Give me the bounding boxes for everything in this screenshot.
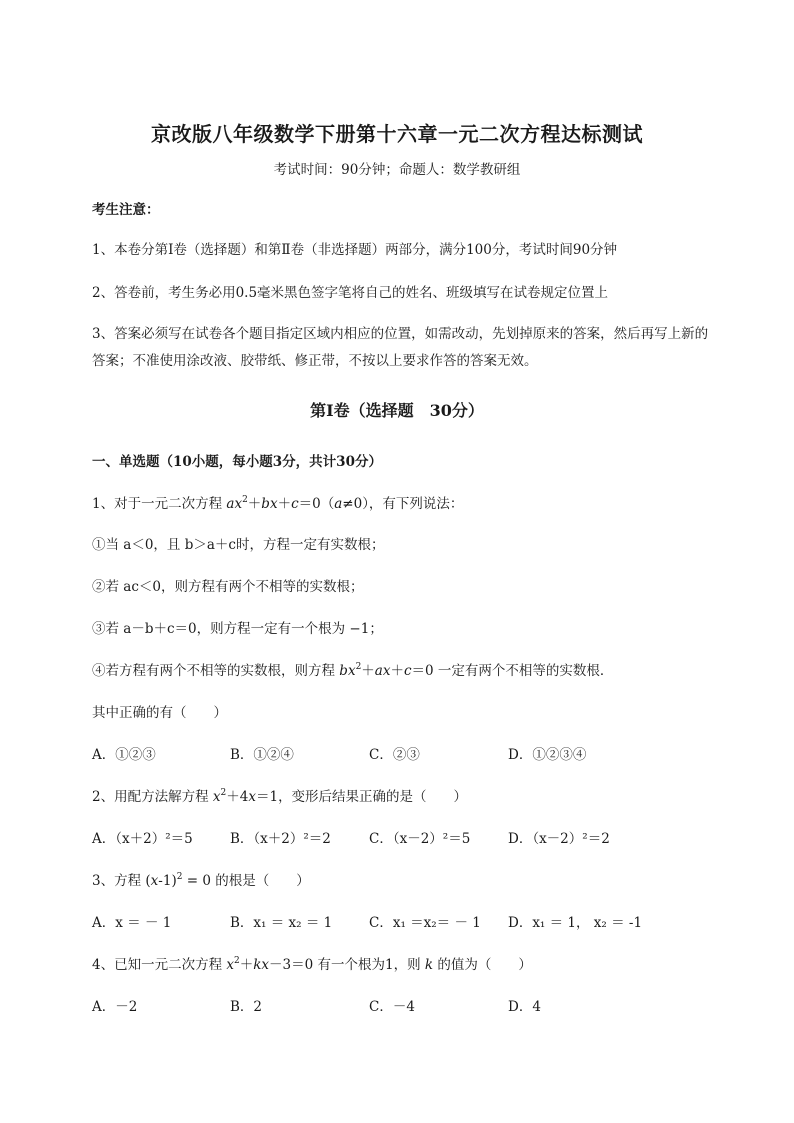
q3-option-a[interactable]: A．x ＝ － 1 — [92, 915, 172, 931]
part-heading: 一、单选题（10小题，每小题3分，共计30分） — [92, 454, 382, 470]
q1-statement-4 — [92, 661, 613, 681]
q2-option-d[interactable]: D．（x－2）²＝2 — [508, 831, 610, 847]
q1-condition: a≠0 — [334, 496, 363, 512]
q1-statement-2: ②若 ac＜0，则方程有两个不相等的实数根； — [92, 579, 364, 595]
q3-stem-a: 3、方程 — [92, 873, 146, 889]
q2-equation: $x^2+4x=1$ — [212, 788, 279, 805]
q1-option-a[interactable]: A．①②③ — [92, 747, 156, 763]
q4-stem-b: 有一个根为1，则 — [313, 957, 425, 973]
q3-option-c[interactable]: C．x₁ ＝x₂＝ － 1 — [369, 915, 481, 931]
q2-stem-a: 2、用配方法解方程 — [92, 789, 213, 805]
q1-option-d[interactable]: D．①②③④ — [508, 747, 587, 763]
notice-heading: 考生注意： — [92, 202, 160, 218]
q4-stem-c: 的值为（ ） — [433, 957, 532, 973]
page-title: 京改版八年级数学下册第十六章一元二次方程达标测试 — [151, 122, 643, 146]
q4-option-c[interactable]: C．－4 — [369, 999, 415, 1015]
q2-option-b[interactable]: B．（x＋2）²＝2 — [230, 831, 331, 847]
question-1-stem — [92, 494, 463, 514]
q2-option-a[interactable]: A．（x＋2）²＝5 — [92, 831, 193, 847]
q1-ask: 其中正确的有（ ） — [92, 705, 227, 721]
q1-equation: $ax^2+bx+c=0$ — [226, 495, 321, 512]
q1-stem-b: （ — [320, 496, 335, 512]
q4-option-b[interactable]: B．2 — [230, 999, 263, 1015]
exam-info: 考试时间：90分钟；命题人：数学教研组 — [273, 162, 521, 178]
q1-stem-a: 1、对于一元二次方程 — [92, 496, 227, 512]
notice-item-2: 2、答卷前，考生务必用0.5毫米黑色签字笔将自己的姓名、班级填写在试卷规定位置上 — [92, 285, 609, 301]
question-4-stem — [92, 955, 532, 975]
q1-s4-b: 一定有两个不相等的实数根． — [433, 663, 614, 679]
notice-item-3: 3、答案必须写在试卷各个题目指定区域内相应的位置，如需改动，先划掉原来的答案，然后再写上新的答案；不准使用涂改液、胶带纸、修正带，不按以上要求作答的答案无效。 — [92, 326, 709, 369]
q4-option-d[interactable]: D．4 — [508, 999, 541, 1015]
question-2-stem — [92, 787, 467, 807]
q2-option-c[interactable]: C．（x－2）²＝5 — [369, 831, 471, 847]
q3-option-d[interactable]: D．x₁ ＝ 1， x₂ ＝ -1 — [508, 915, 643, 931]
q1-s4-a: ④若方程有两个不相等的实数根，则方程 — [92, 663, 340, 679]
q1-statement-1: ①当 a＜0，且 b＞a＋c时，方程一定有实数根； — [92, 537, 385, 553]
q4-equation: $x^2+kx-3=0$ — [226, 956, 314, 973]
section-title: 第I卷（选择题 30分） — [310, 401, 484, 420]
q1-stem-c: ），有下列说法： — [362, 496, 464, 512]
q4-stem-a: 4、已知一元二次方程 — [92, 957, 227, 973]
q4-option-a[interactable]: A．－2 — [92, 999, 138, 1015]
q3-stem-b: 的根是（ ） — [210, 873, 310, 889]
q1-s4-equation: $bx^2+ax+c=0$ — [339, 662, 434, 679]
q3-option-b[interactable]: B．x₁ ＝ x₂ ＝ 1 — [230, 915, 333, 931]
question-3-stem — [92, 871, 310, 891]
notice-item-1: 1、本卷分第I卷（选择题）和第Ⅱ卷（非选择题）两部分，满分100分，考试时间90分钟 — [92, 242, 618, 258]
q1-statement-3: ③若 a－b＋c＝0，则方程一定有一个根为 −1； — [92, 621, 383, 637]
q1-option-b[interactable]: B．①②④ — [230, 747, 294, 763]
q3-equation: $(x-1)^2 = 0$ — [145, 872, 211, 889]
q4-variable: k — [424, 957, 434, 973]
q1-option-c[interactable]: C．②③ — [369, 747, 420, 763]
q2-stem-b: ，变形后结果正确的是（ ） — [278, 789, 468, 805]
